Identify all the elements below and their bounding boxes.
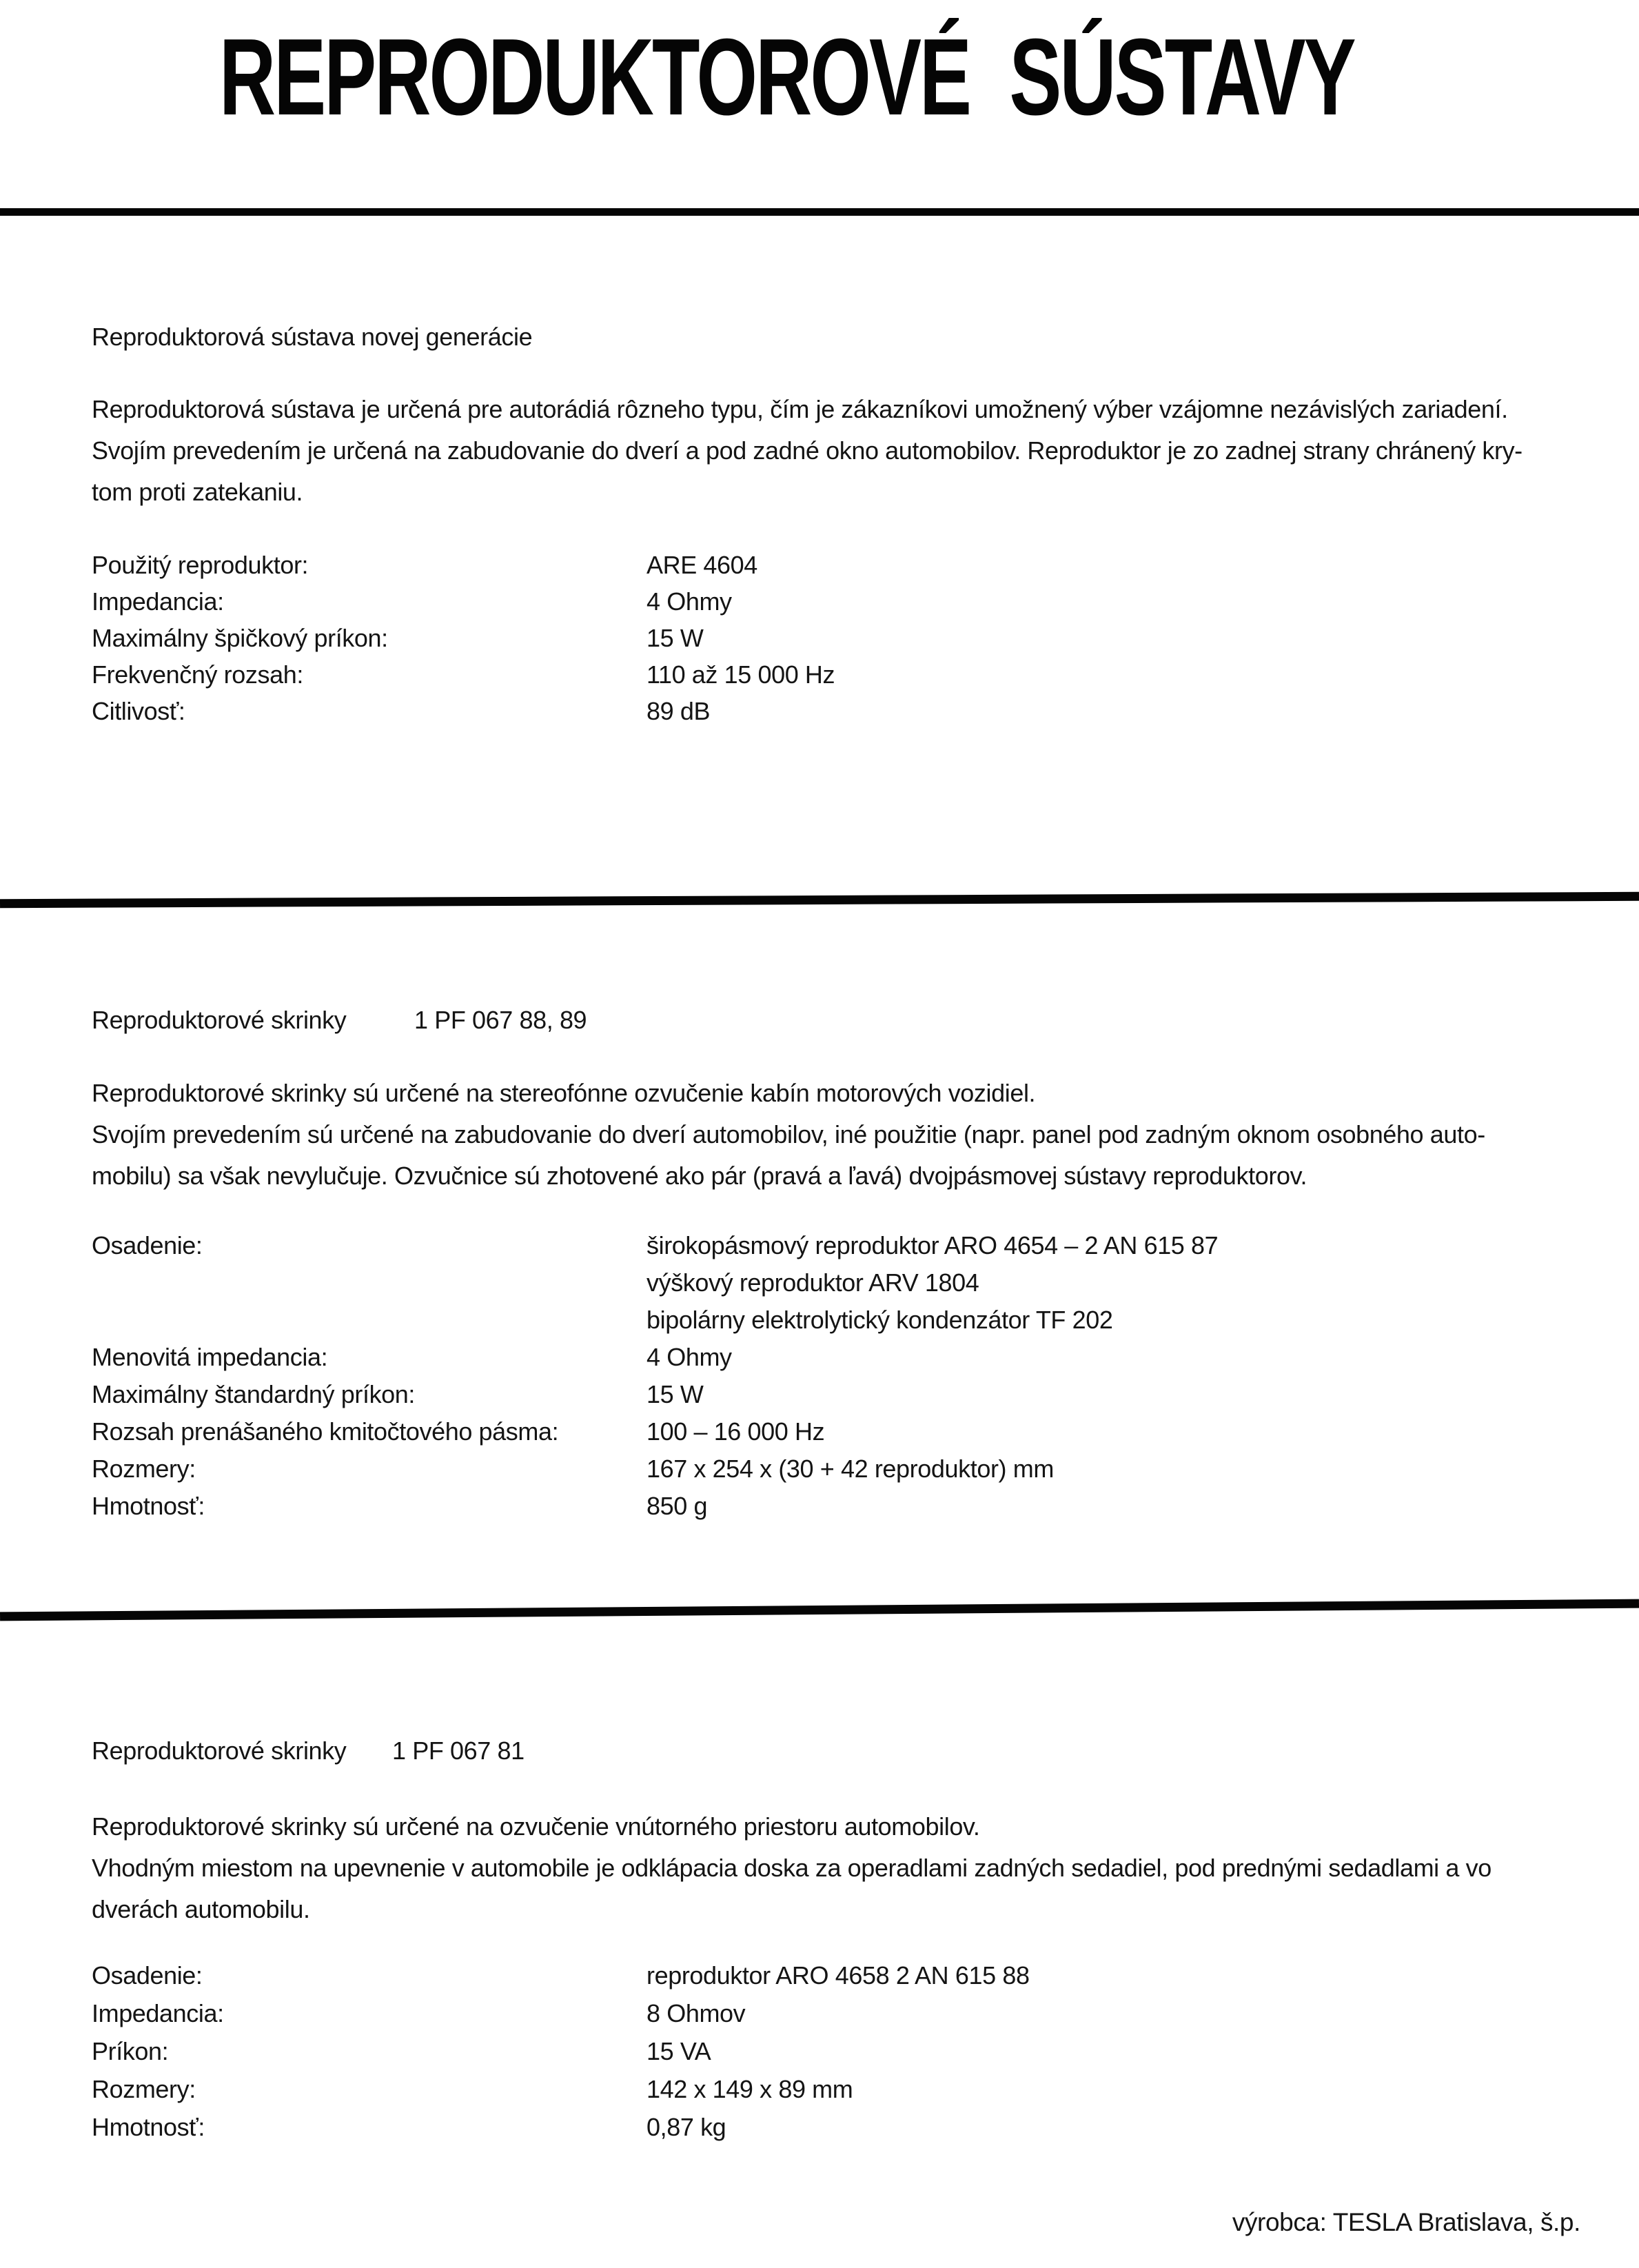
spec-label: Maximálny štandardný príkon: [92,1380,416,1408]
spec-row [92,1994,1030,2032]
spec-row [92,1413,1218,1450]
spec-row [92,620,835,656]
paragraph-line: Reproduktorové skrinky sú určené na stereofónne ozvučenie kabín motorových vozidiel. [92,1079,1036,1107]
spec-row [92,2070,1030,2108]
section-heading-label: Reproduktorová sústava novej generácie [92,323,533,351]
spec-label: Hmotnosť: [92,1492,205,1520]
spec-row [92,1339,1218,1376]
spec-value: 4 Ohmy [647,587,732,616]
spec-table [92,1956,1030,2146]
spec-value: výškový reproduktor ARV 1804 [647,1268,979,1297]
spec-label: Použitý reproduktor: [92,551,309,579]
manufacturer-note: výrobca: TESLA Bratislava, š.p. [1232,2208,1580,2236]
spec-value: 4 Ohmy [647,1343,732,1371]
spec-value: 15 W [647,624,704,652]
spec-row [92,583,835,620]
spec-label: Menovitá impedancia: [92,1343,328,1371]
paragraph-line: dverách automobilu. [92,1895,310,1923]
paragraph-line: mobilu) sa však nevylučuje. Ozvučnice sú zhotovené ako pár (pravá a ľavá) dvojpásmovej sústavy reproduktorov. [92,1162,1307,1190]
section-heading [92,1737,525,1765]
section-heading-label: Reproduktorové skrinky [92,1006,347,1034]
product-code: 1 PF 067 88, 89 [414,1006,587,1034]
paragraph-line: Reproduktorová sústava je určená pre autorádiá rôzneho typu, čím je zákazníkovi umožnený výber vzájomne nezávislých zariadení. [92,395,1508,423]
spec-label: Rozsah prenášaného kmitočtového pásma: [92,1417,559,1446]
spec-label: Osadenie: [92,1231,203,1259]
spec-row [92,547,835,583]
spec-table [92,1227,1218,1525]
spec-row [92,656,835,693]
spec-label: Rozmery: [92,2075,196,2103]
spec-value: 0,87 kg [647,2113,726,2141]
spec-value: 15 VA [647,2037,711,2065]
paragraph-line: Reproduktorové skrinky sú určené na ozvučenie vnútorného priestoru automobilov. [92,1812,980,1841]
spec-label: Frekvenčný rozsah: [92,660,303,689]
spec-row [92,693,835,729]
spec-value: 89 dB [647,697,711,725]
paragraph-line: Svojím prevedením je určená na zabudovanie do dverí a pod zadné okno automobilov. Reproduktor je zo zadnej strany chránený kry- [92,436,1523,465]
section-divider [0,1599,1639,1621]
spec-value: ARE 4604 [647,551,757,579]
spec-value: 8 Ohmov [647,1999,746,2027]
section-heading-label: Reproduktorové skrinky [92,1737,347,1765]
spec-row [92,1264,1218,1302]
spec-row [92,1376,1218,1413]
spec-label: Impedancia: [92,587,224,616]
spec-row [92,1488,1218,1525]
spec-value: bipolárny elektrolytický kondenzátor TF 202 [647,1306,1113,1334]
paragraph-line: tom proti zatekaniu. [92,478,303,506]
spec-row [92,1302,1218,1339]
spec-value: 142 x 149 x 89 mm [647,2075,853,2103]
spec-value: reproduktor ARO 4658 2 AN 615 88 [647,1961,1030,1989]
paragraph-line: Vhodným miestom na upevnenie v automobile je odklápacia doska za operadlami zadných sedadiel, pod prednými sedadlami a vo [92,1854,1492,1882]
section-divider [0,892,1639,908]
paragraph-line: Svojím prevedením sú určené na zabudovanie do dverí automobilov, iné použitie (napr. panel pod zadným oknom osobného auto- [92,1120,1485,1148]
spec-label: Hmotnosť: [92,2113,205,2141]
section-heading [92,323,532,352]
section-divider [0,208,1639,216]
spec-label: Osadenie: [92,1961,203,1989]
spec-row [92,2032,1030,2070]
spec-value: širokopásmový reproduktor ARO 4654 – 2 AN 615 87 [647,1231,1219,1259]
document-title: REPRODUKTOROVÉ SÚSTAVY [219,17,1354,138]
section-paragraph [92,389,1551,513]
spec-label: Rozmery: [92,1455,196,1483]
spec-label: Príkon: [92,2037,169,2065]
spec-row [92,1227,1218,1264]
spec-row [92,1450,1218,1488]
spec-value: 167 x 254 x (30 + 42 reproduktor) mm [647,1455,1054,1483]
product-code: 1 PF 067 81 [392,1737,525,1765]
spec-label: Impedancia: [92,1999,224,2027]
spec-table [92,547,835,729]
spec-row [92,1956,1030,1994]
spec-value: 100 – 16 000 Hz [647,1417,825,1446]
spec-value: 850 g [647,1492,708,1520]
spec-row [92,2108,1030,2146]
spec-value: 110 až 15 000 Hz [647,660,835,689]
spec-value: 15 W [647,1380,704,1408]
spec-label: Maximálny špičkový príkon: [92,624,388,652]
section-heading [92,1006,587,1035]
section-paragraph [92,1073,1551,1197]
spec-label: Citlivosť: [92,697,185,725]
section-paragraph [92,1806,1551,1930]
